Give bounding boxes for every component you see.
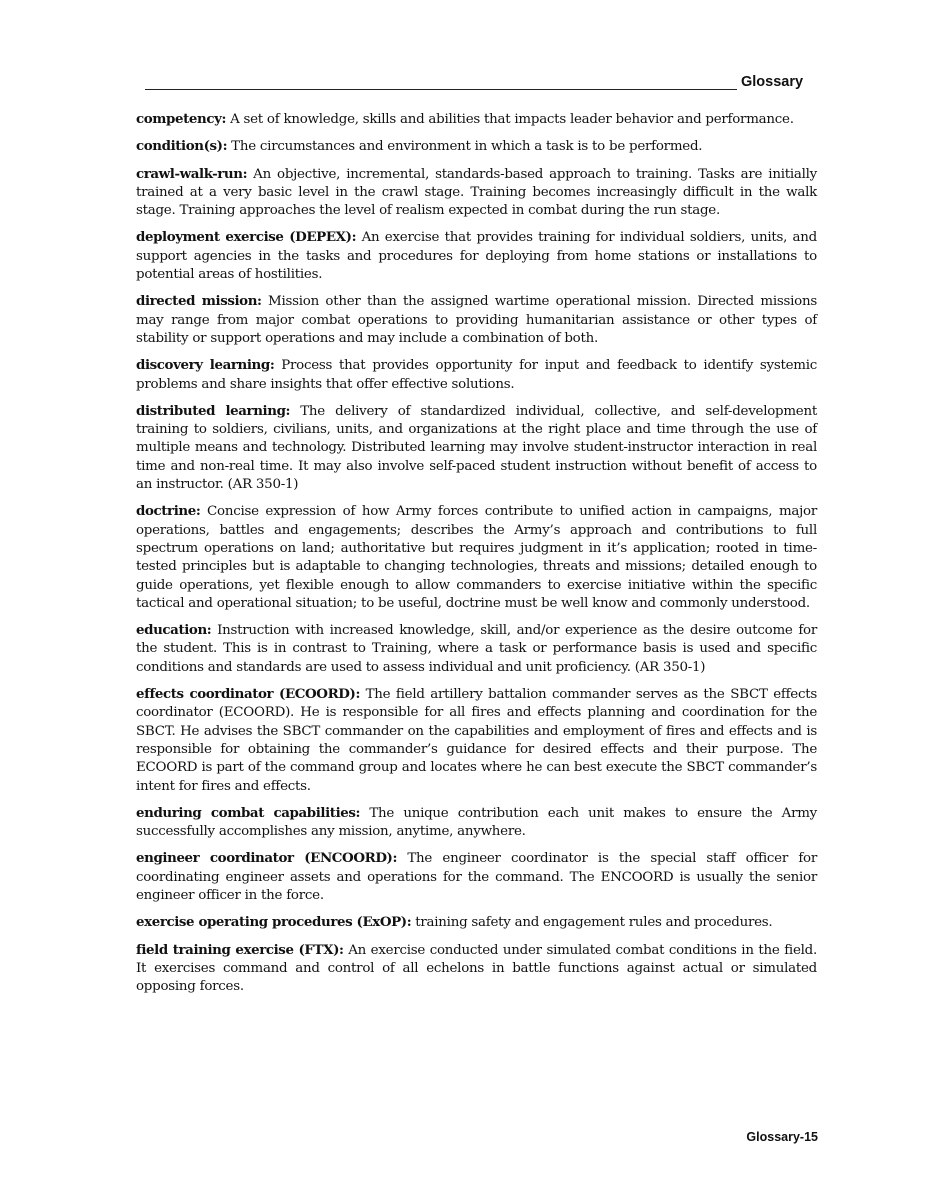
glossary-term: crawl-walk-run: (136, 165, 248, 182)
glossary-entry (136, 292, 817, 348)
glossary-entry (136, 849, 817, 905)
glossary-definition: Instruction with increased knowledge, skill, and/or experience as the desire outcome for the student. This is in contrast to Training, where a task or performance basis is used and specific conditions and standards are used to assess individual and unit proficiency. (AR 350-1) (136, 623, 817, 675)
glossary-term: field training exercise (FTX): (136, 941, 344, 958)
glossary-entry (136, 402, 817, 494)
glossary-term: effects coordinator (ECOORD): (136, 686, 360, 703)
glossary-definition: Concise expression of how Army forces contribute to unified action in campaigns, major operations, battles and engagements; describes the Army’s approach and contributions to full spectrum operations on land; authoritative but requires judgment in it’s application; rooted in time-tested principles but is adaptable to changing technologies, threats and missions; detailed enough to guide operations, yet flexible enough to allow commanders to exercise initiative within the specific tactical and operational situation; to be useful, doctrine must be well know and commonly understood. (136, 504, 817, 611)
glossary-definition: The delivery of standardized individual, collective, and self-development training to soldiers, civilians, units, and organizations at the right place and time through the use of multiple means and technology. Distributed learning may involve student-instructor interaction in real time and non-real time. It may also involve self-paced student instruction without benefit of access to an instructor. (AR 350-1) (136, 403, 817, 493)
glossary-entry (136, 165, 817, 221)
glossary-term: condition(s): (136, 138, 228, 155)
glossary-term: exercise operating procedures (ExOP): (136, 914, 412, 931)
glossary-entry (136, 621, 817, 677)
glossary-definition: The circumstances and environment in which a task is to be performed. (227, 139, 703, 155)
glossary-definition: The unique contribution each unit makes to ensure the Army successfully accomplishes any mission, anytime, anywhere. (136, 805, 817, 840)
glossary-term: engineer coordinator (ENCOORD): (136, 850, 398, 867)
glossary-entry (136, 941, 817, 997)
glossary-term: enduring combat capabilities: (136, 804, 361, 821)
glossary-entry (136, 137, 817, 156)
glossary-entry (136, 228, 817, 284)
glossary-entry (136, 804, 817, 842)
glossary-definition: A set of knowledge, skills and abilities that impacts leader behavior and performance. (226, 112, 794, 127)
glossary-definition: training safety and engagement rules and procedures. (411, 915, 773, 931)
glossary-definition: Mission other than the assigned wartime operational mission. Directed missions may range from major combat operations to providing humanitarian assistance or other types of stability or support operations and may include a combination of both. (136, 294, 817, 346)
page-header-title: Glossary (741, 74, 804, 90)
glossary-term: education: (136, 622, 212, 639)
page-number: Glossary-15 (746, 1130, 818, 1144)
glossary-term: distributed learning: (136, 402, 291, 419)
header-rule (145, 89, 737, 90)
glossary-definition: The field artillery battalion commander serves as the SBCT effects coordinator (ECOORD). He is responsible for all fires and effects planning and coordination for the SBCT. He advises the SBCT commander on the capabilities and employment of fires and effects and is responsible for obtaining the commander’s guidance for desired effects and their purpose. The ECOORD is part of the command group and locates where he can best execute the SBCT commander’s intent for fires and effects. (136, 687, 817, 794)
glossary-term: competency: (136, 111, 227, 127)
glossary-entry (136, 356, 817, 394)
glossary-definition: An objective, incremental, standards-based approach to training. Tasks are initially trained at a very basic level in the crawl stage. Training becomes increasingly difficult in the walk stage. Training approaches the level of realism expected in combat during the run stage. (136, 166, 817, 219)
glossary-definition: An exercise that provides training for individual soldiers, units, and support agencies in the tasks and procedures for deploying from home stations or installations to potential areas of hostilities. (136, 230, 817, 283)
glossary-term: directed mission: (136, 293, 262, 310)
glossary-term: doctrine: (136, 503, 201, 520)
glossary-definition: Process that provides opportunity for input and feedback to identify systemic problems and share insights that offer effective solutions. (136, 358, 817, 392)
glossary-definition: The engineer coordinator is the special staff officer for coordinating engineer assets and operations for the command. The ENCOORD is usually the senior engineer officer in the force. (136, 851, 818, 903)
glossary-entry (136, 502, 817, 613)
glossary-term: discovery learning: (136, 357, 275, 374)
glossary-entry (136, 913, 817, 932)
glossary-entries (136, 110, 817, 1004)
glossary-definition: An exercise conducted under simulated combat conditions in the field. It exercises command and control of all echelons in battle functions against actual or simulated opposing forces. (136, 942, 817, 995)
glossary-entry (136, 110, 817, 129)
glossary-term: deployment exercise (DEPEX): (136, 229, 357, 246)
glossary-entry (136, 685, 817, 796)
